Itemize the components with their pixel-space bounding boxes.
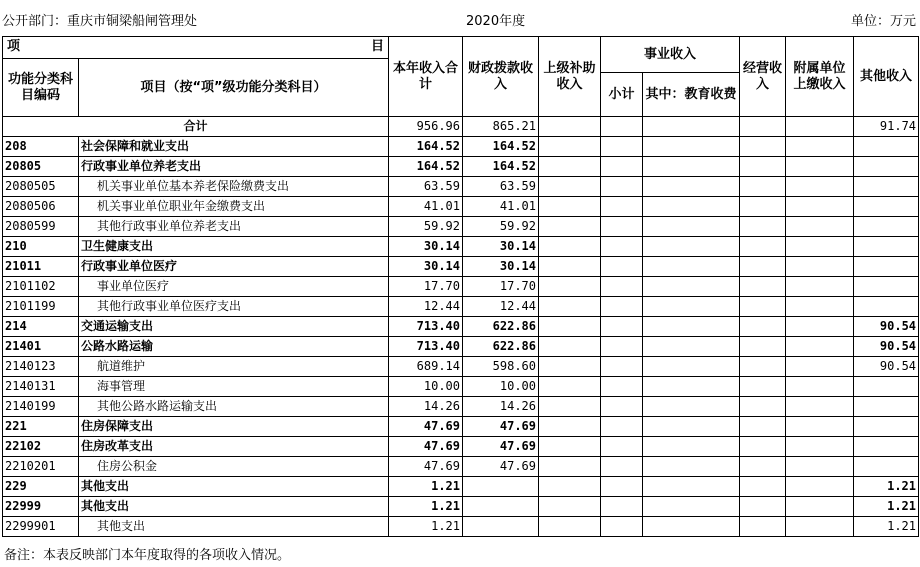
row-item-name: 机关事业单位职业年金缴费支出 — [79, 197, 389, 217]
row-fiscal: 63.59 — [463, 177, 539, 197]
row-fiscal: 10.00 — [463, 377, 539, 397]
subtotal-header: 小计 — [601, 73, 643, 117]
row-business-subtotal — [601, 197, 643, 217]
table-row — [3, 297, 919, 317]
row-fiscal — [463, 497, 539, 517]
row-item-name: 事业单位医疗 — [79, 277, 389, 297]
row-code: 2140131 — [3, 377, 79, 397]
row-code: 2299901 — [3, 517, 79, 537]
total-other: 91.74 — [854, 117, 919, 137]
row-fiscal: 59.92 — [463, 217, 539, 237]
table-row — [3, 197, 919, 217]
table-row — [3, 317, 919, 337]
row-business-subtotal — [601, 437, 643, 457]
row-income-total: 17.70 — [389, 277, 463, 297]
row-edu-fee — [643, 237, 740, 257]
row-affiliated — [786, 217, 854, 237]
row-operating — [740, 157, 786, 177]
row-code: 21401 — [3, 337, 79, 357]
row-fiscal: 14.26 — [463, 397, 539, 417]
row-other-income — [854, 457, 919, 477]
row-income-total: 1.21 — [389, 497, 463, 517]
row-item-name: 住房公积金 — [79, 457, 389, 477]
table-row — [3, 157, 919, 177]
row-business-subtotal — [601, 177, 643, 197]
row-income-total: 1.21 — [389, 517, 463, 537]
row-business-subtotal — [601, 497, 643, 517]
row-item-name: 行政事业单位医疗 — [79, 257, 389, 277]
footnote: 备注：本表反映部门本年度取得的各项收入情况。 — [4, 548, 291, 563]
table-row — [3, 477, 919, 497]
row-operating — [740, 177, 786, 197]
row-other-income: 1.21 — [854, 477, 919, 497]
row-item-name: 卫生健康支出 — [79, 237, 389, 257]
row-fiscal: 12.44 — [463, 297, 539, 317]
row-superior — [539, 297, 601, 317]
row-fiscal — [463, 517, 539, 537]
row-edu-fee — [643, 437, 740, 457]
row-superior — [539, 157, 601, 177]
row-edu-fee — [643, 517, 740, 537]
row-other-income — [854, 237, 919, 257]
unit-label: 单位：万元 — [850, 14, 916, 29]
row-income-total: 689.14 — [389, 357, 463, 377]
row-business-subtotal — [601, 317, 643, 337]
row-other-income — [854, 437, 919, 457]
row-item-name: 社会保障和就业支出 — [79, 137, 389, 157]
row-affiliated — [786, 157, 854, 177]
row-income-total: 59.92 — [389, 217, 463, 237]
row-edu-fee — [643, 177, 740, 197]
row-business-subtotal — [601, 377, 643, 397]
row-superior — [539, 237, 601, 257]
row-edu-fee — [643, 477, 740, 497]
row-fiscal: 17.70 — [463, 277, 539, 297]
row-item-name: 其他支出 — [79, 477, 389, 497]
row-code: 21011 — [3, 257, 79, 277]
row-operating — [740, 517, 786, 537]
row-other-income: 90.54 — [854, 357, 919, 377]
row-superior — [539, 357, 601, 377]
row-income-total: 63.59 — [389, 177, 463, 197]
row-code: 2140199 — [3, 397, 79, 417]
row-code: 2101199 — [3, 297, 79, 317]
row-operating — [740, 497, 786, 517]
row-edu-fee — [643, 197, 740, 217]
row-operating — [740, 477, 786, 497]
row-income-total: 41.01 — [389, 197, 463, 217]
row-business-subtotal — [601, 517, 643, 537]
table-row — [3, 217, 919, 237]
fiscal-header: 财政拨款收入 — [463, 37, 539, 117]
row-operating — [740, 217, 786, 237]
row-income-total: 30.14 — [389, 237, 463, 257]
row-edu-fee — [643, 457, 740, 477]
table-row — [3, 437, 919, 457]
row-affiliated — [786, 477, 854, 497]
mu-label: 目 — [370, 38, 384, 54]
row-item-name: 其他支出 — [79, 497, 389, 517]
row-fiscal: 47.69 — [463, 437, 539, 457]
row-business-subtotal — [601, 397, 643, 417]
row-superior — [539, 257, 601, 277]
row-superior — [539, 497, 601, 517]
table-row — [3, 237, 919, 257]
row-affiliated — [786, 177, 854, 197]
row-other-income: 90.54 — [854, 317, 919, 337]
row-business-subtotal — [601, 337, 643, 357]
row-affiliated — [786, 517, 854, 537]
row-income-total: 30.14 — [389, 257, 463, 277]
row-edu-fee — [643, 217, 740, 237]
row-affiliated — [786, 317, 854, 337]
row-item-name: 航道维护 — [79, 357, 389, 377]
table-row — [3, 277, 919, 297]
row-business-subtotal — [601, 357, 643, 377]
row-fiscal — [463, 477, 539, 497]
row-income-total: 47.69 — [389, 437, 463, 457]
row-other-income — [854, 177, 919, 197]
row-operating — [740, 257, 786, 277]
row-affiliated — [786, 497, 854, 517]
row-item-name: 其他行政事业单位养老支出 — [79, 217, 389, 237]
row-operating — [740, 377, 786, 397]
row-income-total: 164.52 — [389, 137, 463, 157]
row-superior — [539, 397, 601, 417]
row-code: 221 — [3, 417, 79, 437]
row-code: 22999 — [3, 497, 79, 517]
row-superior — [539, 197, 601, 217]
item-header: 项目（按“项”级功能分类科目） — [79, 59, 389, 117]
row-operating — [740, 237, 786, 257]
xiang-mu-header — [3, 37, 389, 59]
code-header: 功能分类科目编码 — [3, 59, 79, 117]
row-code: 229 — [3, 477, 79, 497]
row-superior — [539, 417, 601, 437]
row-superior — [539, 377, 601, 397]
row-edu-fee — [643, 277, 740, 297]
row-item-name: 公路水路运输 — [79, 337, 389, 357]
row-other-income — [854, 277, 919, 297]
row-other-income — [854, 397, 919, 417]
row-income-total: 12.44 — [389, 297, 463, 317]
row-affiliated — [786, 357, 854, 377]
table-row — [3, 417, 919, 437]
table-row — [3, 257, 919, 277]
row-business-subtotal — [601, 237, 643, 257]
row-other-income: 1.21 — [854, 497, 919, 517]
row-edu-fee — [643, 157, 740, 177]
row-edu-fee — [643, 397, 740, 417]
row-superior — [539, 177, 601, 197]
row-income-total: 164.52 — [389, 157, 463, 177]
fiscal-year: 2020年度 — [466, 14, 526, 29]
row-other-income — [854, 137, 919, 157]
table-row — [3, 177, 919, 197]
row-code: 2140123 — [3, 357, 79, 377]
total-income: 956.96 — [389, 117, 463, 137]
row-business-subtotal — [601, 217, 643, 237]
row-edu-fee — [643, 137, 740, 157]
row-business-subtotal — [601, 477, 643, 497]
row-other-income: 1.21 — [854, 517, 919, 537]
affiliated-header: 附属单位上缴收入 — [786, 37, 854, 117]
row-operating — [740, 337, 786, 357]
total-fiscal: 865.21 — [463, 117, 539, 137]
row-operating — [740, 417, 786, 437]
row-affiliated — [786, 417, 854, 437]
row-business-subtotal — [601, 277, 643, 297]
table-row — [3, 497, 919, 517]
table-row — [3, 377, 919, 397]
row-other-income — [854, 417, 919, 437]
row-other-income — [854, 257, 919, 277]
row-other-income — [854, 217, 919, 237]
report-header — [0, 0, 920, 36]
row-superior — [539, 317, 601, 337]
row-affiliated — [786, 237, 854, 257]
income-table — [2, 36, 919, 537]
row-superior — [539, 217, 601, 237]
row-code: 210 — [3, 237, 79, 257]
row-affiliated — [786, 457, 854, 477]
row-operating — [740, 137, 786, 157]
row-affiliated — [786, 137, 854, 157]
row-affiliated — [786, 437, 854, 457]
row-fiscal: 164.52 — [463, 157, 539, 177]
row-code: 22102 — [3, 437, 79, 457]
row-edu-fee — [643, 257, 740, 277]
row-code: 208 — [3, 137, 79, 157]
row-business-subtotal — [601, 257, 643, 277]
row-code: 2080506 — [3, 197, 79, 217]
other-income-header: 其他收入 — [854, 37, 919, 117]
row-item-name: 其他公路水路运输支出 — [79, 397, 389, 417]
row-fiscal: 622.86 — [463, 337, 539, 357]
row-edu-fee — [643, 317, 740, 337]
edu-fee-header: 其中：教育收费 — [643, 73, 740, 117]
row-fiscal: 30.14 — [463, 237, 539, 257]
row-fiscal: 47.69 — [463, 417, 539, 437]
row-affiliated — [786, 197, 854, 217]
row-item-name: 交通运输支出 — [79, 317, 389, 337]
row-business-subtotal — [601, 457, 643, 477]
table-row — [3, 337, 919, 357]
row-affiliated — [786, 257, 854, 277]
row-edu-fee — [643, 297, 740, 317]
row-item-name: 海事管理 — [79, 377, 389, 397]
business-header: 事业收入 — [601, 37, 740, 73]
row-affiliated — [786, 397, 854, 417]
row-code: 20805 — [3, 157, 79, 177]
table-row — [3, 517, 919, 537]
table-row — [3, 457, 919, 477]
row-code: 2080599 — [3, 217, 79, 237]
total-label: 合计 — [3, 117, 389, 137]
row-superior — [539, 457, 601, 477]
row-operating — [740, 437, 786, 457]
row-item-name: 其他行政事业单位医疗支出 — [79, 297, 389, 317]
row-operating — [740, 277, 786, 297]
row-fiscal: 47.69 — [463, 457, 539, 477]
row-fiscal: 164.52 — [463, 137, 539, 157]
row-superior — [539, 477, 601, 497]
row-item-name: 住房保障支出 — [79, 417, 389, 437]
row-business-subtotal — [601, 417, 643, 437]
row-other-income — [854, 157, 919, 177]
income-total-header: 本年收入合计 — [389, 37, 463, 117]
table-row — [3, 137, 919, 157]
row-income-total: 47.69 — [389, 417, 463, 437]
xiang-label: 项 — [7, 38, 21, 54]
row-business-subtotal — [601, 137, 643, 157]
row-superior — [539, 517, 601, 537]
row-operating — [740, 457, 786, 477]
row-edu-fee — [643, 337, 740, 357]
row-code: 2210201 — [3, 457, 79, 477]
row-operating — [740, 297, 786, 317]
row-income-total: 14.26 — [389, 397, 463, 417]
row-income-total: 713.40 — [389, 337, 463, 357]
row-affiliated — [786, 297, 854, 317]
row-operating — [740, 397, 786, 417]
department-label: 公开部门：重庆市铜梁船闸管理处 — [2, 14, 198, 29]
total-row — [3, 117, 919, 137]
row-item-name: 其他支出 — [79, 517, 389, 537]
row-item-name: 行政事业单位养老支出 — [79, 157, 389, 177]
table-row — [3, 357, 919, 377]
superior-header: 上级补助收入 — [539, 37, 601, 117]
row-business-subtotal — [601, 157, 643, 177]
row-fiscal: 30.14 — [463, 257, 539, 277]
row-income-total: 10.00 — [389, 377, 463, 397]
row-item-name: 住房改革支出 — [79, 437, 389, 457]
table-row — [3, 397, 919, 417]
row-affiliated — [786, 377, 854, 397]
operating-header: 经营收入 — [740, 37, 786, 117]
row-income-total: 713.40 — [389, 317, 463, 337]
row-other-income — [854, 377, 919, 397]
row-item-name: 机关事业单位基本养老保险缴费支出 — [79, 177, 389, 197]
row-code: 2101102 — [3, 277, 79, 297]
row-edu-fee — [643, 497, 740, 517]
row-income-total: 1.21 — [389, 477, 463, 497]
row-superior — [539, 437, 601, 457]
row-other-income — [854, 197, 919, 217]
row-superior — [539, 277, 601, 297]
row-affiliated — [786, 277, 854, 297]
row-edu-fee — [643, 357, 740, 377]
row-affiliated — [786, 337, 854, 357]
row-fiscal: 622.86 — [463, 317, 539, 337]
row-business-subtotal — [601, 297, 643, 317]
row-edu-fee — [643, 417, 740, 437]
row-fiscal: 41.01 — [463, 197, 539, 217]
row-fiscal: 598.60 — [463, 357, 539, 377]
row-income-total: 47.69 — [389, 457, 463, 477]
row-code: 214 — [3, 317, 79, 337]
row-edu-fee — [643, 377, 740, 397]
row-superior — [539, 137, 601, 157]
row-operating — [740, 197, 786, 217]
row-operating — [740, 317, 786, 337]
row-other-income: 90.54 — [854, 337, 919, 357]
row-code: 2080505 — [3, 177, 79, 197]
row-operating — [740, 357, 786, 377]
row-superior — [539, 337, 601, 357]
row-other-income — [854, 297, 919, 317]
